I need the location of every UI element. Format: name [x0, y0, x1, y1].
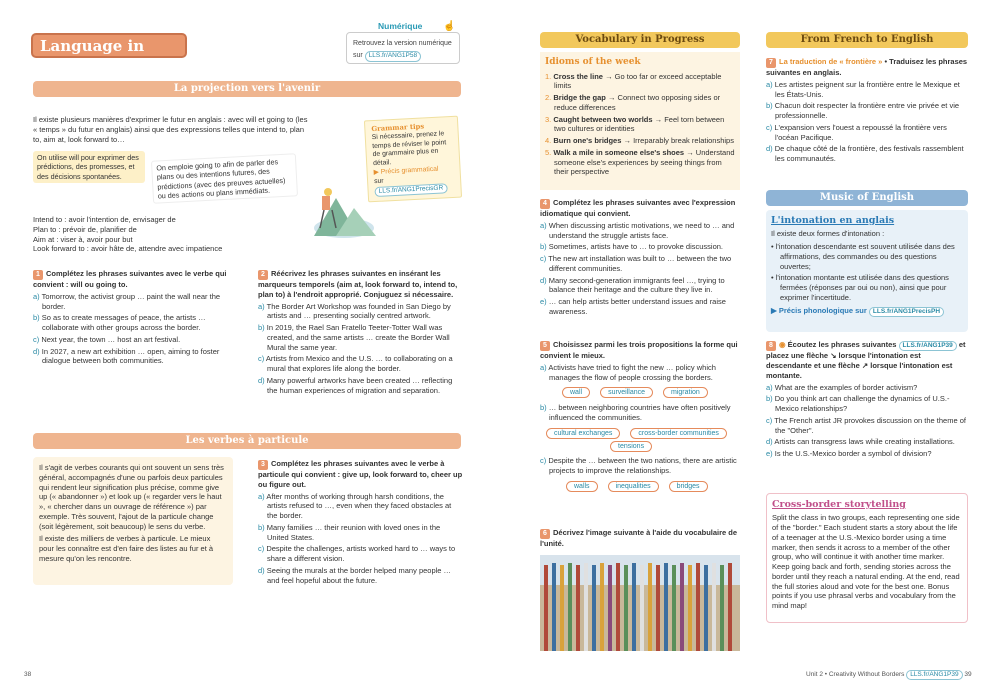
will-bubble: On utilise will pour exprimer des prédictions, des promesses, et des décisions spontanées. — [33, 151, 145, 183]
choice-word[interactable]: walls — [566, 481, 598, 492]
exercise-5: 5 Choisissez parmi les trois propositions la forme qui convient le mieux. a) Activists have tried to fight the new … policy which manages the flow of people crossing the borders. wall surveillance migration b) … between neighboring countries have often positively influenced the communities. cultural exchanges cross-border communities tensions c) Despite the … between the two nations, there are artistic projects to improve the relationships. walls inequalities bridges — [540, 340, 745, 496]
exercise-1: 1 Complétez les phrases suivantes avec le verbe qui convient : will ou going to. a) Tomorrow, the activist group … paint the wall near the border. b) So as to create messages of peace, the artists … collaborate with other groups across the border. c) Next year, the town … host an art festival. d) In 2027, a new art exhibition … open, aiming to foster dialogue between both communities. — [33, 269, 227, 366]
page-number-left: 38 — [24, 671, 32, 678]
section-heading-phrasal: Les verbes à particule — [33, 433, 461, 449]
definitions: Intend to : avoir l'intention de, envisager de Plan to : prévoir de, planifier de Aim at : viser à, avoir pour but Look forward to : avoir hâte de, attendre avec impatience — [33, 215, 223, 254]
numerique-label: Numérique — [378, 21, 423, 31]
future-intro: Il existe plusieurs manières d'exprimer le futur en anglais : avec will et going to (les « temps » du futur en anglais) ainsi que des expressions telles que intend to, plan to, aim at, look forward to… — [33, 115, 308, 144]
french-heading: From French to English — [766, 32, 968, 48]
numerique-link[interactable]: LLS.fr/ANG1P58 — [365, 51, 421, 61]
footer-link[interactable]: LLS.fr/ANG1P39 — [906, 670, 962, 680]
touch-icon: ☝ — [443, 21, 456, 32]
audio-link[interactable]: LLS.fr/ANG1P39 — [899, 341, 957, 351]
section-heading-future: La projection vers l'avenir — [33, 81, 461, 97]
choice-word[interactable]: cross-border communities — [630, 428, 727, 439]
going-to-bubble: On emploie going to afin de parler des plans ou des intentions futures, des prédictions (avec des preuves actuelles) ou des actions ou plans immédiats. — [151, 153, 298, 204]
vocab-heading: Vocabulary in Progress — [540, 32, 740, 48]
choice-word[interactable]: tensions — [610, 441, 652, 452]
exercise-6: 6 Décrivez l'image suivante à l'aide du vocabulaire de l'unité. — [540, 528, 738, 548]
phrasal-explanation: Il s'agit de verbes courants qui ont souvent un sens très général, accompagnés d'une ou parfois deux particules qui rendent leur signification plus précise, comme give up (« abandonner ») et look up (« regarder vers le haut », « chercher dans un ouvrage de référence ») par exemple. Très souvent, l'ajout de la particule change (soit légèrement, soit beaucoup) le sens du verbe. Il existe des milliers de verbes à particule. Le mieux pour les connaître est d'en faire des listes au fur et à mesure qu'on les rencontre. — [33, 457, 233, 585]
border-wall-photo — [540, 555, 740, 651]
exercise-4: 4 Complétez les phrases suivantes avec l'expression idiomatique qui convient. a) When discussing artistic motivations, we need to … and understand the struggle artists face. b) Sometimes, artists have to … to provoke discussion. c) The new art installation was built to … between the two different communities. d) Many second-generation immigrants feel …, trying to balance their heritage and the culture they live in. e) … can help artists better understand issues and raise awareness. — [540, 198, 736, 316]
storytelling-box: Cross-border storytelling Split the class in two groups, each representing one side of the "border." Each student starts a story about the life of a teenager at the U.S.-Mexico border using a time marker, then sends it across to a member of the other group, who will continue it with another time marker. Keep going back and forth, sending stories across the border until they reach a natural ending. At the end, read the full stories aloud and vote for the best one. Bonus points if you use phrasal verbs and vocabulary from the mind map! — [766, 493, 968, 623]
music-heading: Music of English — [766, 190, 968, 206]
grammar-link[interactable]: LLS.fr/ANG1PrecisGR — [374, 183, 447, 197]
audio-icon[interactable]: ◉ — [779, 340, 786, 349]
choice-word[interactable]: surveillance — [600, 387, 653, 398]
climber-illustration — [308, 178, 380, 240]
phono-link[interactable]: LLS.fr/ANG1PrecisPH — [869, 307, 944, 317]
choice-word[interactable]: cultural exchanges — [546, 428, 620, 439]
exercise-3: 3 Complétez les phrases suivantes avec le verbe à particule qui convient : give up, look forward to, cheer up ou figure out. a) After months of working through harsh conditions, the artists refused to …, even when they faced obstacles at the border. b) Many families … their reunion with loved ones in the United States. c) Despite the challenges, artists worked hard to … ways to share a different vision. d) Seeing the murals at the border helped many people … and feel hopeful about the future. — [258, 459, 463, 585]
exercise-8: 8 ◉ Écoutez les phrases suivantes LLS.fr/ANG1P39 et placez une flèche ↘ lorsque l'intonation est descendante et une flèche ↗ lorsque l'intonation est montante. a) What are the examples of border activism? b) Do you think art can challenge the dynamics of U.S.- Mexico relationships? c) The French artist JR provokes discussion on the theme of the "Other". d) Artists can transgress laws while creating installations. e) Is the U.S.-Mexico border a symbol of division? — [766, 340, 966, 459]
page-title: Language in Progress — [31, 33, 187, 58]
choice-word[interactable]: migration — [663, 387, 708, 398]
numerique-box: Retrouvez la version numérique sur LLS.fr/ANG1P58 — [346, 32, 460, 64]
choice-word[interactable]: bridges — [669, 481, 708, 492]
intonation-box: L'intonation en anglais Il existe deux formes d'intonation : • l'intonation descendante est souvent utilisée dans des affirmations, des commandes ou des questions ouvertes; • l'intonation montante est utilisée dans des questions fermées (réponses par oui ou non), ainsi que pour exprimer l'incertitude. ▶ Précis phonologique sur LLS.fr/ANG1PrecisPH — [766, 210, 968, 332]
choice-word[interactable]: wall — [562, 387, 590, 398]
grammar-tips: Grammar tips Si nécessaire, prenez le temps de réviser le point de grammaire plus en détail. ▶ Précis grammatical sur LLS.fr/ANG1PrecisGR — [364, 116, 462, 203]
exercise-2: 2 Réécrivez les phrases suivantes en insérant les marqueurs temporels (aim at, look forward to, intend to, plan to) à l'endroit approprié. Conjuguez si nécessaire. a) The Border Art Workshop was founded in San Diego by artists and … presenting socially centred artwork. b) In 2019, the Rael San Fratello Teeter-Totter Wall was created, and the same artists … create the Border Wall Mural the same year. c) Artists from Mexico and the U.S. … to collaborating on a mural that explores life along the border. d) Many powerful artworks have been created … reflecting the human experiences of migration and separation. — [258, 269, 458, 395]
exercise-7: 7 La traduction de « frontière » • Traduisez les phrases suivantes en anglais. a) Les artistes peignent sur la frontière entre le Mexique et les États-Unis. b) Chacun doit respecter la frontière entre vie privée et vie professionnelle. c) L'expansion vers l'ouest a repoussé la frontière vers l'océan Pacifique. d) De chaque côté de la frontière, des festivals rassemblent les communautés. — [766, 57, 968, 163]
footer: Unit 2 • Creativity Without Borders LLS.fr/ANG1P39 39 — [806, 670, 972, 680]
choice-word[interactable]: inequalities — [608, 481, 659, 492]
idioms-box: Idioms of the week 1. Cross the line → Go too far or exceed acceptable limits 2. Bridge the gap → Connect two opposing sides or reduce differences 3. Caught between two worlds → Feel torn between two cultures or identities 4. Burn one's bridges → Irreparably break relationships 5. Walk a mile in someone else's shoes → Understand someone else's experiences by seeing things from their perspective — [540, 52, 740, 190]
